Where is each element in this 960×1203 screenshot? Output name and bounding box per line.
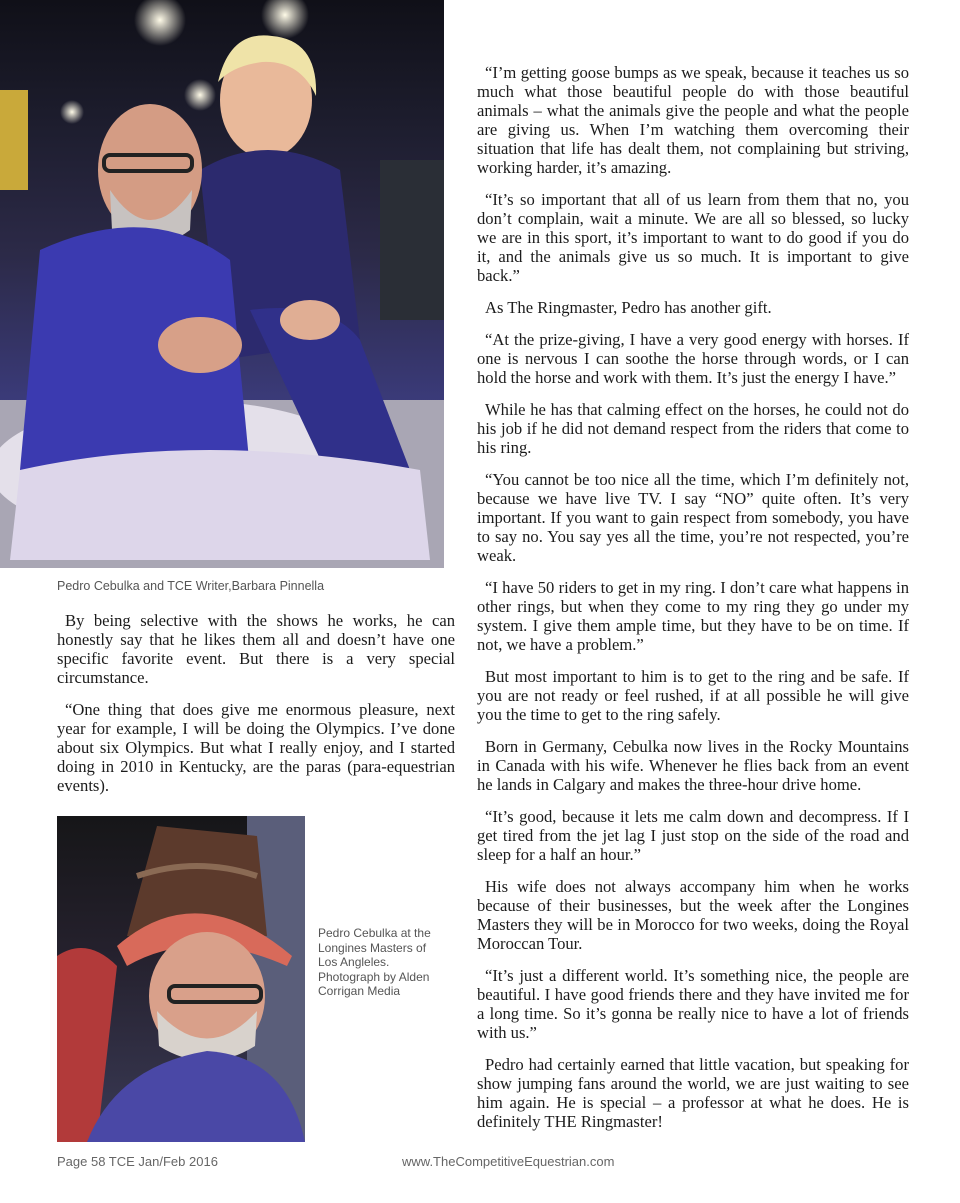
- paragraph: But most important to him is to get to the ring and be safe. If you are not ready or feel rushed, if at all possible he will give you the time to get to the ring safely.: [477, 667, 909, 724]
- paragraph: “You cannot be too nice all the time, which I’m definitely not, because we have live TV. I say “NO” quite often. It’s very important. If you want to gain respect from somebody, you have to say no. You say yes all the time, you’re not respected, you’re weak.: [477, 470, 909, 565]
- photo-caption: Pedro Cebulka at the Longines Masters of Los Angleles. Photograph by Alden Corrigan Media: [318, 926, 431, 998]
- paragraph: By being selective with the shows he works, he can honestly say that he likes them all and doesn’t have one specific favorite event. But there is a very special circumstance.: [57, 611, 455, 687]
- photo-caption: Pedro Cebulka and TCE Writer,Barbara Pinnella: [57, 579, 325, 593]
- paragraph: “One thing that does give me enormous pleasure, next year for example, I will be doing the Olympics. I’ve done about six Olympics. But what I really enjoy, and I started doing in 2010 in Kentucky, are the paras (para-equestrian events).: [57, 700, 455, 795]
- photo-pedro-and-barbara-art: [0, 0, 444, 568]
- left-column: [57, 611, 455, 808]
- paragraph: “At the prize-giving, I have a very good energy with horses. If one is nervous I can soothe the horse through words, or I can hold the horse and work with them. It’s just the energy I have.”: [477, 330, 909, 387]
- paragraph: “I’m getting goose bumps as we speak, because it teaches us so much what those beautiful people do with those beautiful animals – what the animals give the people and what the people are giving us. When I’m watching them overcoming their situation that life has dealt them, not complaining but striving, working harder, it’s amazing.: [477, 63, 909, 177]
- photo-pedro-hat: [57, 816, 305, 1142]
- paragraph: While he has that calming effect on the horses, he could not do his job if he did not demand respect from the riders that come to his ring.: [477, 400, 909, 457]
- page-number: Page 58 TCE Jan/Feb 2016: [57, 1154, 218, 1169]
- paragraph: Pedro had certainly earned that little vacation, but speaking for show jumping fans around the world, we are just waiting to see him again. He is special – a professor at what he does. He is definitely THE Ringmaster!: [477, 1055, 909, 1131]
- paragraph: “It’s good, because it lets me calm down and decompress. If I get tired from the jet lag I just stop on the side of the road and sleep for a half an hour.”: [477, 807, 909, 864]
- paragraph: As The Ringmaster, Pedro has another gift.: [485, 298, 772, 317]
- right-column: [477, 63, 909, 1144]
- photo-pedro-and-barbara: [0, 0, 444, 568]
- paragraph: “I have 50 riders to get in my ring. I don’t care what happens in other rings, but when they come to my ring they go under my system. I give them ample time, but they have to be on time. If not, we have a problem.”: [477, 578, 909, 654]
- paragraph: Born in Germany, Cebulka now lives in the Rocky Mountains in Canada with his wife. Whenever he flies back from an event he lands in Calgary and makes the three-hour drive home.: [477, 737, 909, 794]
- paragraph: “It’s so important that all of us learn from them that no, you don’t complain, wait a minute. We are all so blessed, so lucky we are in this sport, it’s important to want to do good if you do it, and the animals give us so much. It is important to give back.”: [477, 190, 909, 285]
- paragraph: “It’s just a different world. It’s something nice, the people are beautiful. I have good friends there and they have invited me for a long time. So it’s gonna be really nice to have a lot of friends with us.”: [477, 966, 909, 1042]
- paragraph: His wife does not always accompany him when he works because of their businesses, but the week after the Longines Masters they will be in Morocco for two weeks, doing the Royal Moroccan Tour.: [477, 877, 909, 953]
- website-url[interactable]: www.TheCompetitiveEquestrian.com: [402, 1154, 615, 1169]
- photo-pedro-hat-art: [57, 816, 305, 1142]
